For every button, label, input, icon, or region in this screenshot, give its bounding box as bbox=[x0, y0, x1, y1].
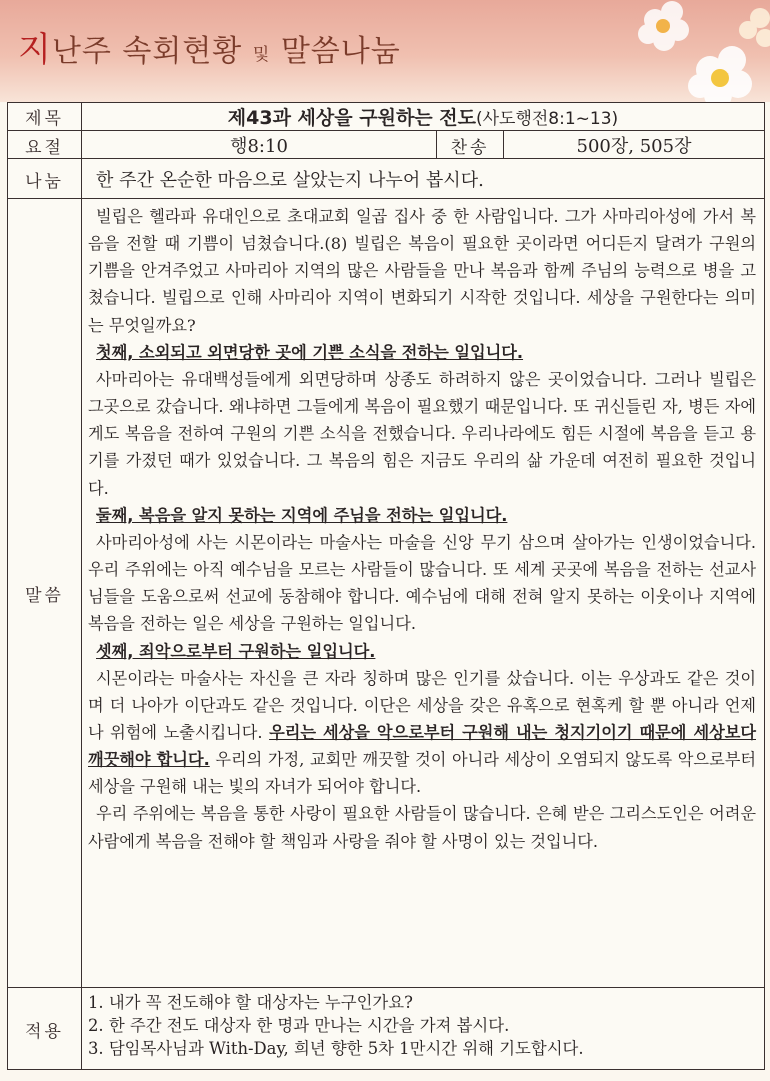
sermon-heading: 첫째, 소외되고 외면당한 곳에 기쁜 소식을 전하는 일입니다. bbox=[96, 342, 524, 362]
sermon-text: 시몬이라는 마술사는 자신을 큰 자라 칭하며 많은 인기를 샀습니다. 이는 우상과도 같은 것이며 더 나아가 이단과도 같은 것입니다. 이단은 세상을 갖은 유혹으로 현혹케 할 뿐 아니라 언제나 위험에 노출시킵니다. bbox=[88, 668, 756, 742]
sermon-paragraph: 우리 주위에는 복음을 통한 사랑이 필요한 사람들이 많습니다. 은혜 받은 그리스도인은 어려운 사람에게 복음을 전해야 할 책임과 사랑을 줘야 할 사명이 있는 것입니다. bbox=[88, 804, 756, 851]
row-word bbox=[8, 198, 764, 988]
page-title bbox=[18, 22, 401, 71]
lesson-title bbox=[82, 103, 764, 130]
sermon-body bbox=[88, 203, 756, 855]
sermon-text: 우리의 가정, 교회만 깨끗할 것이 아니라 세상이 오염되지 않도록 악으로부터 세상을 구원해 내는 빛의 자녀가 되어야 합니다. bbox=[88, 750, 756, 797]
sermon-paragraph: 사마리아성에 사는 시몬이라는 마술사는 마술을 신앙 무기 삼으며 살아가는 인생이었습니다. 우리 주위에는 아직 예수님을 모르는 사람들이 많습니다. 또 세계 곳곳에 복음을 전하는 선교사님들을 도움으로써 선교에 동참해야 합니다. 예수님에 대해 전혀 알지 못하는 이웃이나 지역에 복음을 전하는 일은 세상을 구원하는 일입니다. bbox=[88, 532, 756, 634]
label-apply: 적용 bbox=[8, 988, 82, 1070]
lesson-title-main: 제43과 세상을 구원하는 전도 bbox=[227, 107, 476, 129]
title-small: 및 bbox=[252, 45, 271, 65]
flower-decoration-icon bbox=[560, 0, 770, 102]
apply-item: 3. 담임목사님과 With-Day, 희년 향한 5차 1만시간 위해 기도합시다. bbox=[88, 1039, 584, 1058]
sermon-heading: 둘째, 복음을 알지 못하는 지역에 주님을 전하는 일입니다. bbox=[96, 505, 508, 525]
row-apply bbox=[8, 987, 764, 1070]
row-title bbox=[8, 103, 764, 130]
apply-list bbox=[88, 991, 758, 1060]
apply-item: 1. 내가 꼭 전도해야 할 대상자는 누구인가요? bbox=[88, 993, 413, 1012]
row-share bbox=[8, 158, 764, 199]
label-hymn: 찬송 bbox=[450, 137, 490, 158]
share-text: 한 주간 온순한 마음으로 살았는지 나누어 봅시다. bbox=[96, 170, 484, 191]
lesson-table bbox=[7, 102, 765, 1070]
apply-item: 2. 한 주간 전도 대상자 한 명과 만나는 시간을 가져 봅시다. bbox=[88, 1016, 510, 1035]
label-title: 제목 bbox=[8, 103, 82, 130]
hymn-value: 500장, 505장 bbox=[576, 136, 692, 157]
sermon-paragraph bbox=[88, 665, 756, 801]
row-verse bbox=[8, 130, 764, 159]
title-first-char: 지 bbox=[18, 30, 52, 70]
verse-value: 행8:10 bbox=[230, 136, 288, 157]
lesson-title-sub: (사도행전8:1~13) bbox=[475, 109, 619, 129]
sermon-paragraph: 사마리아는 유대백성들에게 외면당하며 상종도 하려하지 않은 곳이었습니다. 그러나 빌립은 그곳으로 갔습니다. 왜냐하면 그들에게 복음이 필요했기 때문입니다. 또 귀신들린 자, 병든 자에게도 복음을 전하여 구원의 기쁜 소식을 전했습니다. 우리나라에도 힘든 시절에 복음을 듣고 용기를 가졌던 때가 있었습니다. 그 복음의 힘은 지금도 우리의 삶 가운데 여전히 필요한 것입니다. bbox=[88, 369, 756, 498]
page-header bbox=[0, 0, 770, 102]
title-part2: 말씀나눔 bbox=[280, 34, 401, 69]
sermon-heading: 셋째, 죄악으로부터 구원하는 일입니다. bbox=[96, 641, 376, 661]
label-verse: 요절 bbox=[8, 131, 82, 159]
sermon-paragraph: 빌립은 헬라파 유대인으로 초대교회 일곱 집사 중 한 사람입니다. 그가 사마리아성에 가서 복음을 전할 때 기쁨이 넘쳤습니다.(8) 빌립은 복음이 필요한 곳이라면 어디든지 달려가 구원의 기쁨을 안겨주었고 사마리아 지역의 많은 사람들을 만나 복음과 함께 주님의 능력으로 병을 고쳤습니다. 빌립으로 인해 사마리아 지역이 변화되기 시작한 것입니다. 세상을 구원한다는 의미는 무엇일까요? bbox=[88, 207, 756, 335]
label-share: 나눔 bbox=[8, 159, 82, 199]
label-word: 말씀 bbox=[8, 199, 82, 988]
sermon-emphasis: 우리는 세상을 악으로부터 구원해 내는 청지기이기 때문에 세상보다 깨끗해야 합니다. bbox=[88, 722, 756, 770]
title-part1: 난주 속회현황 bbox=[51, 34, 243, 69]
